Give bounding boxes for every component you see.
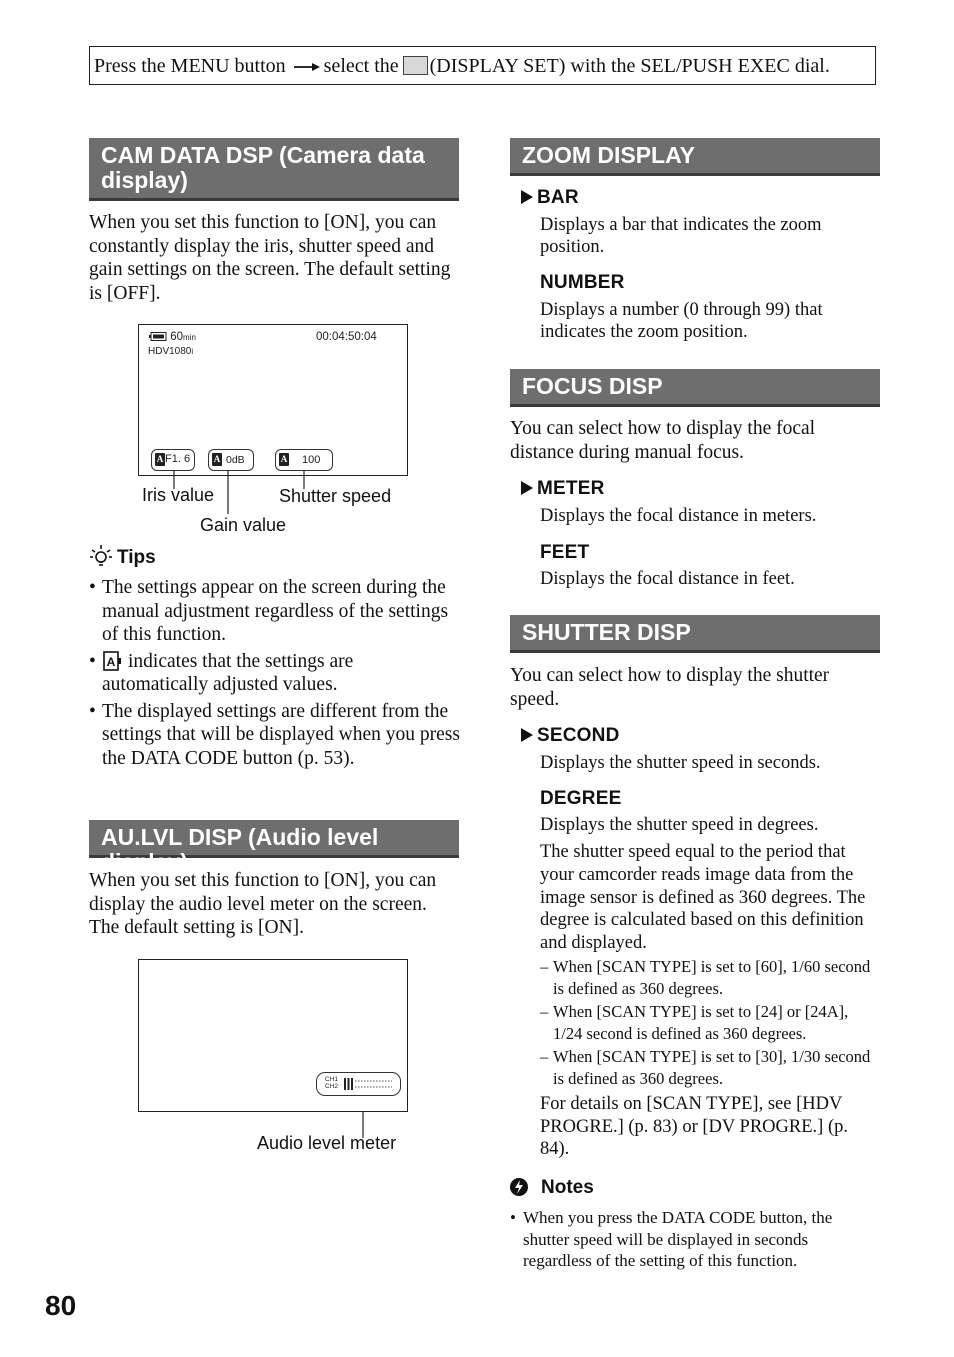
notes-header: [509, 1177, 594, 1199]
section-header-zoom: ZOOM DISPLAY: [510, 138, 880, 176]
battery-unit: min: [183, 333, 196, 342]
option-second-desc: Displays the shutter speed in seconds.: [540, 753, 821, 773]
caption-shutter: Shutter speed: [279, 486, 392, 506]
meter-channels: CH1 CH2: [325, 1076, 339, 1090]
tip-item: • The displayed settings are different from the settings that will be displayed when you press the DATA CODE button (p. 53).: [89, 700, 461, 771]
option-meter-desc: Displays the focal distance in meters.: [540, 506, 817, 526]
auto-adjust-icon: [102, 651, 122, 671]
audio-screen-illustration: [138, 959, 408, 1112]
notes-list: [510, 1207, 880, 1272]
option-degree-desc: Displays the shutter speed in degrees.: [540, 815, 819, 835]
lightbulb-icon: [89, 544, 113, 568]
default-marker-icon: [521, 728, 533, 742]
scan-type-item: – When [SCAN TYPE] is set to [24] or [24A], 1/24 second is defined as 360 degrees.: [540, 1001, 880, 1044]
scan-type-item: – When [SCAN TYPE] is set to [60], 1/60 second is defined as 360 degrees.: [540, 956, 880, 999]
instruction-part-1: Press the MENU button: [94, 55, 286, 77]
recording-format: HDV1080i: [148, 346, 194, 357]
page-number: 80: [45, 1290, 77, 1321]
gain-value: 0dB: [226, 454, 245, 466]
tip-item: • A indicates that the settings are automatically adjusted values.: [89, 650, 461, 697]
default-marker-icon: [521, 481, 533, 495]
svg-text:A: • A: [106, 654, 116, 669]
option-bar: BAR: [521, 187, 579, 209]
section-header-focus: FOCUS DISP: [510, 369, 880, 407]
tips-list: [89, 576, 461, 770]
section-header-cam-data: CAM DATA DSP (Camera data display): [89, 138, 459, 201]
scan-type-list: [540, 956, 880, 1089]
auto-a-icon: A: [280, 454, 288, 464]
option-second: SECOND: [521, 725, 620, 747]
timecode: 00:04:50:04: [316, 331, 377, 343]
au-lvl-description: When you set this function to [ON], you can display the audio level meter on the screen. The default setting is [ON].: [89, 870, 437, 938]
caption-iris: Iris value: [142, 485, 215, 505]
iris-value: F1. 6: [165, 453, 191, 465]
instruction-part-2: select the: [323, 55, 399, 77]
tip-item: • The settings appear on the screen during the manual adjustment regardless of the settings of this function.: [89, 576, 461, 647]
degree-explanation: The shutter speed equal to the period that your camcorder reads image data from the image sensor is defined as 360 degrees. The degree is calculated based on this definition and displayed.: [540, 842, 866, 954]
shutter-value: 100: [302, 454, 321, 466]
caption-gain: Gain value: [200, 515, 287, 535]
option-number-desc: Displays a number (0 through 99) that indicates the zoom position.: [540, 300, 823, 342]
option-number: NUMBER: [540, 272, 625, 293]
section-header-au-lvl: AU.LVL DISP (Audio level display): [89, 820, 459, 858]
auto-a-icon: A: [213, 454, 221, 464]
meter-bars-icon: [344, 1078, 396, 1090]
scan-type-item: – When [SCAN TYPE] is set to [30], 1/30 second is defined as 360 degrees.: [540, 1046, 880, 1089]
option-feet: FEET: [540, 542, 590, 563]
tips-header: [89, 544, 156, 569]
battery-minutes: 60: [170, 331, 183, 343]
focus-description: You can select how to display the focal distance during manual focus.: [510, 418, 816, 463]
notes-label: Notes: [541, 1177, 594, 1198]
option-meter: METER: [521, 478, 605, 500]
scan-type-details: For details on [SCAN TYPE], see [HDV PROGRE.] (p. 83) or [DV PROGRE.] (p. 84).: [540, 1094, 848, 1159]
audio-level-meter: [316, 1072, 401, 1096]
auto-a-icon: A: [156, 454, 164, 464]
option-feet-desc: Displays the focal distance in feet.: [540, 569, 795, 589]
note-item: • When you press the DATA CODE button, the shutter speed will be displayed in seconds regardless of the setting of this function.: [510, 1207, 880, 1272]
cam-data-description: When you set this function to [ON], you can constantly display the iris, shutter speed and gain settings on the screen. The default setting is [OFF].: [89, 212, 451, 304]
section-header-shutter: SHUTTER DISP: [510, 615, 880, 653]
notes-icon: [509, 1177, 529, 1197]
tips-label: Tips: [117, 547, 156, 568]
default-marker-icon: [521, 190, 533, 204]
option-degree: DEGREE: [540, 788, 622, 809]
instruction-part-3: (DISPLAY SET) with the SEL/PUSH EXEC dial.: [429, 55, 830, 77]
caption-audio-meter: Audio level meter: [257, 1133, 397, 1153]
option-bar-desc: Displays a bar that indicates the zoom position.: [540, 215, 822, 257]
shutter-description: You can select how to display the shutter speed.: [510, 665, 830, 710]
